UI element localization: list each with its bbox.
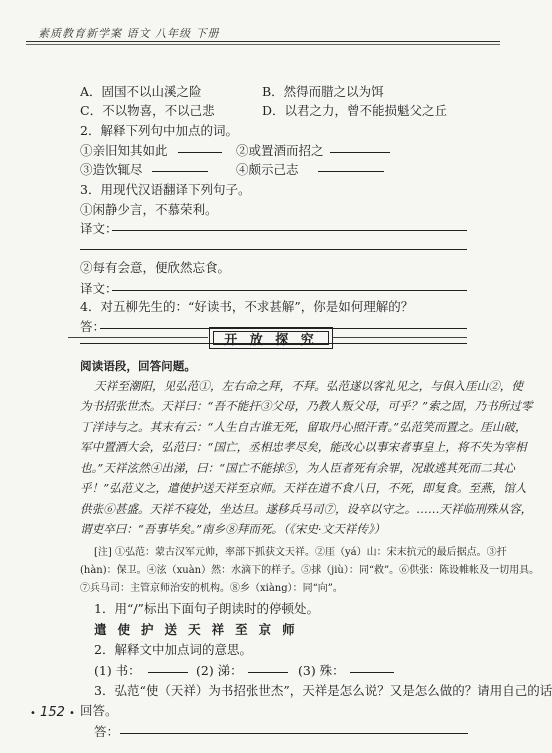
note-line-2: (hàn)：保卫。④泫（xuàn）然：水滴下的样子。⑤捄（jiù）：同“救”。⑥供张：陈设帷帐及一切用具。	[80, 565, 540, 576]
qb3-answer-line[interactable]	[120, 733, 468, 734]
qb1-char: 至	[235, 622, 248, 637]
qb1-char: 送	[164, 622, 178, 637]
qb2-title: 2．解释文中加点词的意思。	[94, 642, 252, 657]
section-title: 开 放 探 究	[224, 333, 318, 348]
section-rule-right	[332, 337, 467, 338]
qb1-char: 护	[141, 622, 154, 637]
q2-item-2: ②或置酒而招之	[236, 143, 324, 158]
option-b: B．然得而腊之以为饵	[262, 84, 384, 99]
reading-line-8: 谓吏卒曰：“吾事毕矣。”南乡⑧拜而死。（《宋史·文天祥传》）	[80, 522, 386, 536]
reading-line-6: 乎！”弘范义之，遣使护送天祥至京师。天祥在道不食八日，不死，即复食。至燕，馆人	[80, 481, 527, 495]
q3-answer-line-2[interactable]	[112, 290, 467, 291]
q2-blank-2[interactable]	[330, 152, 390, 153]
qb2-blank-2[interactable]	[248, 672, 288, 673]
q4-title: 4．对五柳先生的：“好读书，不求甚解”，你是如何理解的？	[80, 299, 414, 314]
q2-blank-3[interactable]	[152, 171, 208, 172]
header-text: 素质教育新学案 语文 八年级 下册	[38, 27, 220, 40]
reading-line-4: 军中置酒大会，弘范曰：“国亡，丞相忠孝尽矣，能改心以事宋者事皇上，将不失为宰相	[80, 440, 527, 454]
qb2-item-1: (1) 书：	[94, 663, 141, 678]
qb1-sentence[interactable]	[94, 620, 295, 638]
q3-answer-label-1: 译文：	[80, 221, 118, 236]
qb3-title: 3．弘范“使（天祥）为书招张世杰”，天祥是怎么说？又是怎么做的？请用自己的话	[94, 683, 552, 698]
header-rule	[26, 41, 500, 42]
qb2-item-3: (3) 殊：	[298, 663, 345, 678]
reading-line-2: 为书招张世杰。天祥曰：“吾不能扞③父母，乃教人叛父母，可乎？”索之固，乃书所过零	[80, 399, 533, 413]
q3-title: 3．用现代汉语翻译下列句子。	[80, 182, 251, 197]
page-number-value: 152	[40, 705, 65, 720]
note-line-1: [注] ①弘范：蒙古汉军元帅，率部下抓获文天祥。②厓（yá）山：宋末抗元的最后据点。③扞	[94, 547, 507, 558]
qb1-char: 京	[258, 622, 272, 637]
q3-sentence-2: ②每有会意，便欣然忘食。	[80, 260, 231, 275]
header-rule-thin	[26, 44, 500, 45]
reading-line-1: 天祥至潮阳，见弘范①，左右命之拜，不拜。弘范遂以客礼见之，与俱入厓山②，使	[94, 379, 523, 393]
q3-answer-label-2: 译文：	[80, 281, 118, 296]
qb3-title-cont: 回答。	[80, 703, 118, 718]
qb2-blank-3[interactable]	[350, 672, 394, 673]
option-a: A．固国不以山溪之险	[80, 84, 202, 99]
q2-title: 2．解释下列句中加点的词。	[80, 123, 238, 138]
q3-answer-line-1[interactable]	[112, 230, 467, 231]
q2-blank-4[interactable]	[318, 171, 384, 172]
reading-heading: 阅读语段，回答问题。	[80, 359, 196, 373]
section-rule-left	[68, 337, 208, 338]
page-header	[0, 0, 500, 50]
q3-answer-line-1b[interactable]	[80, 249, 467, 250]
q2-blank-1[interactable]	[178, 152, 222, 153]
qb1-char: 师	[282, 622, 295, 637]
page-number-dot-left: •	[30, 708, 36, 719]
qb1-char: 祥	[211, 622, 225, 637]
page-number-dot-right: •	[69, 708, 75, 719]
q2-item-1: ①亲旧知其如此	[80, 143, 168, 158]
page-number	[30, 705, 75, 720]
reading-line-7: 供张⑥甚盛。天祥不寝处，坐达旦。遂移兵马司⑦，设卒以守之。……天祥临刑殊从容，	[80, 502, 533, 516]
q4-answer-label: 答：	[80, 319, 106, 334]
reading-line-5: 也。”天祥泫然④出涕，曰：“国亡不能捄⑤，为人臣者死有余罪，况敢逃其死而二其心	[80, 461, 516, 475]
qb1-title: 1．用“/”标出下面句子朗读时的停顿处。	[94, 601, 319, 616]
q3-sentence-1: ①闲静少言，不慕荣利。	[80, 202, 218, 217]
option-d: D．以君之力，曾不能损魁父之丘	[262, 103, 448, 118]
qb3-answer-label: 答：	[94, 724, 120, 739]
qb2-item-2: (2) 涕：	[196, 663, 243, 678]
qb1-char: 天	[188, 622, 201, 637]
qb1-char: 使	[117, 622, 131, 637]
q2-item-3: ③造饮辄尽	[80, 162, 143, 177]
qb1-char: 遣	[94, 622, 107, 637]
reading-line-3: 丁洋诗与之。其末有云：“人生自古谁无死，留取丹心照汗青。”弘范笑而置之。厓山破，	[80, 420, 527, 434]
note-line-3: ⑦兵马司：主管京师治安的机构。⑧乡（xiàng）：同“向”。	[80, 583, 343, 594]
qb2-blank-1[interactable]	[148, 672, 188, 673]
q2-item-4: ④颇示己志	[236, 162, 299, 177]
option-c: C．不以物喜，不以己悲	[80, 103, 215, 118]
